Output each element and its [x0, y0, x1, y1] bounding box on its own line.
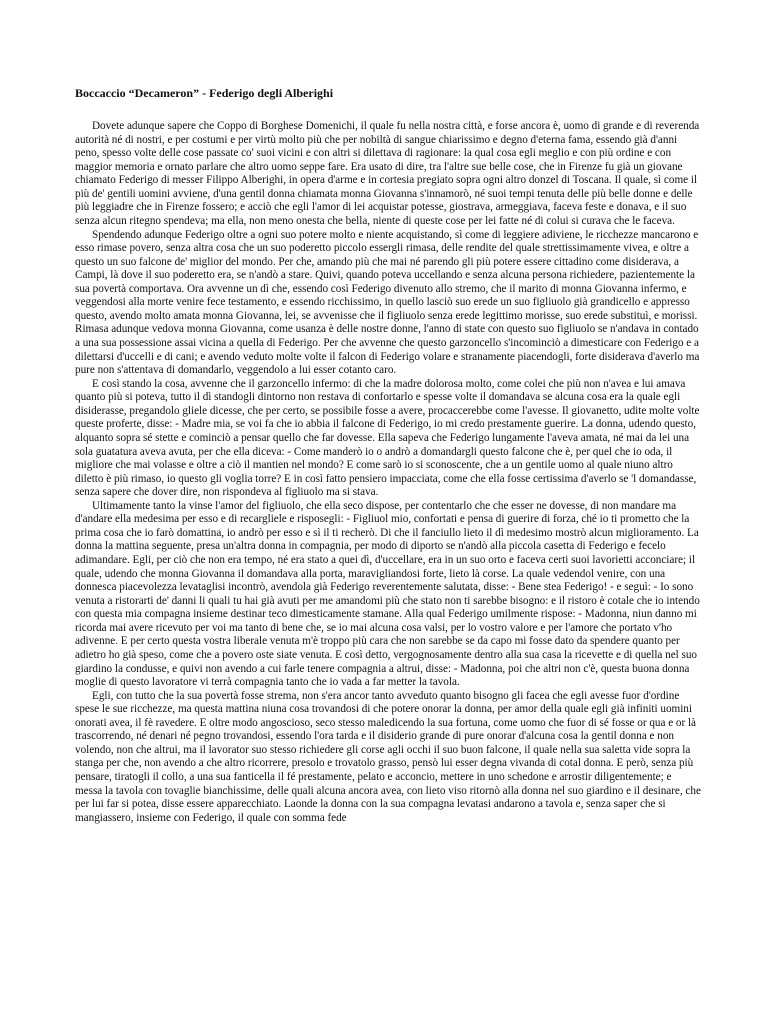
paragraph-4: Ultimamente tanto la vinse l'amor del figliuolo, che ella seco dispose, per contentarlo che che esser ne dovesse, di non mandare ma d'andare ella medesima per esso e di recargliele e risposegli: - Figliuol mio, confortati e pensa di guerire di forza, ché io ti prometto che la prima cosa che io farò domattina, io andrò per esso e sì il ti recherò. Di che il fanciullo lieto il dì medesimo mostrò alcun miglioramento. La donna la mattina seguente, presa un'altra donna in compagnia, per modo di diporto se n'andò alla piccola casetta di Federigo e fecelo adimandare. Egli, per ciò che non era tempo, né era stato a quei dì, d'uccellare, era in un suo orto e faceva certi suoi lavorietti acconciare; il quale, udendo che monna Giovanna il domandava alla porta, maravigliandosi forte, lieto là corse. La quale vedendol venire, con una donnesca piacevolezza levataglisi incontrò, avendola già Federigo reverentemente salutata, disse: - Bene stea Federigo! - e seguì: - Io sono venuta a ristorarti de' danni li quali tu hai già avuti per me amandomi più che stato non ti sarebbe bisogno: e il ristoro è cotale che io intendo con questa mia compagna insieme destinar teco dimesticamente stamane. Alla qual Federigo umilmente rispose: - Madonna, niun danno mi ricorda mai avere ricevuto per voi ma tanto di bene che, se io mai alcuna cosa valsi, per lo vostro valore e per l'amore che portato v'ho adivenne. E per certo questa vostra liberale venuta m'è troppo più cara che non sarebbe se da capo mi fosse dato da spendere quanto per adietro ho già speso, come che a povero oste siate venuta. E così detto, vergognosamente dentro alla sua casa la ricevette e di quella nel suo giardino la condusse, e quivi non avendo a cui farle tenere compagnia a altrui, disse: - Madonna, poi che altri non c'è, questa buona donna moglie di questo lavoratore vi terrà compagnia tanto che io vada a far metter la tavola. [75, 499, 700, 689]
paragraph-3: E così stando la cosa, avvenne che il garzoncello infermo: di che la madre dolorosa molto, come colei che più non n'avea e lui amava quanto più si poteva, tutto il dì standogli dintorno non restava di confortarlo e spesse volte il domandava se alcuna cosa era la quale egli disiderasse, pregandolo gliele dicesse, che per certo, se possibile fosse a avere, procaccerebbe come l'avesse. Il giovanetto, udite molte volte queste proferte, disse: - Madre mia, se voi fa che io abbia il falcone di Federigo, io mi credo prestamente guerire. La donna, udendo questo, alquanto sopra sé stette e cominciò a pensar quello che far dovesse. Ella sapeva che Federigo lungamente l'aveva amata, né mai da lei una sola guatatura aveva avuta, per che ella diceva: - Come manderò io o andrò a domandargli questo falcone che è, per quel che io oda, il migliore che mai volasse e oltre a ciò il mantien nel mondo? E come sarò io si sconoscente, che a un gentile uomo al quale niuno altro diletto è più rimaso, io questo gli voglia torre? E in così fatto pensiero impacciata, come che ella fosse certissima d'averlo se 'l domandasse, senza sapere che dover dire, non rispondeva al figliuolo ma si stava. [75, 377, 700, 499]
paragraph-5: Egli, con tutto che la sua povertà fosse strema, non s'era ancor tanto avveduto quanto bisogno gli facea che egli avesse fuor d'ordine spese le sue ricchezze, ma questa mattina niuna cosa trovandosi di che potere onorar la donna, per amor della quale egli già infiniti uomini onorati avea, il fè ravedere. E oltre modo angoscioso, seco stesso maledicendo la sua fortuna, come uomo che fuor di sé fosse or qua e or là trascorrendo, né denari né pegno trovandosi, essendo l'ora tarda e il disiderio grande di pure onorar d'alcuna cosa la gentil donna e non volendo, non che altrui, ma il lavorator suo stesso richiedere gli corse agli occhi il suo buon falcone, il quale nella sua saletta vide sopra la stanga per che, non avendo a che altro ricorrere, presolo e trovatolo grasso, pensò lui esser degna vivanda di cotal donna. E però, senza più pensare, tiratogli il collo, a una sua fanticella il fé prestamente, pelato e acconcio, mettere in uno schedone e arrostir diligentemente; e messa la tavola con tovaglie bianchissime, delle quali alcuna ancora avea, con lieto viso ritornò alla donna nel suo giardino e il desinare, che per lui far si potea, disse essere apparecchiato. Laonde la donna con la sua compagna levatasi andarono a tavola e, senza saper che si mangiassero, insieme con Federigo, il quale con somma fede [75, 689, 701, 824]
paragraph-1: Dovete adunque sapere che Coppo di Borghese Domenichi, il quale fu nella nostra città, e forse ancora è, uomo di grande e di reverenda autorità né di nostri, e per costumi e per virtù molto più che per nobiltà di sangue chiarissimo e degno d'eterna fama, essendo già d'anni peno, spesso volte delle cose passate co' suoi vicini e con altri si dilettava di ragionare: la qual cosa egli meglio e con più ordine e con maggior memoria e ornato parlare che altro uomo seppe fare. Era usato di dire, tra l'altre sue belle cose, che in Firenze fu già un giovane chiamato Federigo di messer Filippo Alberighi, in opera d'arme e in cortesia pregiato sopra ogni altro donzel di Toscana. Il quale, sì come il più de' gentili uomini avviene, d'una gentil donna chiamata monna Giovanna s'innamorò, né suoi tempi tenuta delle più belle donne e delle più leggiadre che in Firenze fossero; e acciò che egli l'amor di lei acquistar potesse, giostrava, armeggiava, faceva feste e donava, e il suo senza alcun ritegno spendeva; ma ella, non meno onesta che bella, niente di queste cose per lei fatte né di colui si curava che le faceva. [75, 120, 700, 227]
document-title: Boccaccio “Decameron” - Federigo degli Alberighi [75, 86, 334, 100]
document-page [75, 86, 701, 825]
paragraph-2: Spendendo adunque Federigo oltre a ogni suo potere molto e niente acquistando, sì come di leggiere adiviene, le ricchezze mancarono e esso rimase povero, senza altra cosa che un suo poderetto piccolo essergli rimasa, delle rendite del quale strettissimamente vivea, e oltre a questo un suo falcone de' miglior del mondo. Per che, amando più che mai né parendo gli più potere essere cittadino come disiderava, a Campi, là dove il suo poderetto era, se n'andò a stare. Quivi, quando poteva uccellando e senza alcuna persona richiedere, pazientemente la sua povertà comportava. Ora avvenne un dì che, essendo così Federigo divenuto allo stremo, che il marito di monna Giovanna infermo, e veggendosi alla morte venire fece testamento, e essendo ricchissimo, in quello lasciò suo erede un suo figliuolo già grandicello e appresso questo, avendo molto amata monna Giovanna, lei, se avvenisse che il figliuolo senza erede legittimo morisse, suo erede substituì, e morissi. Rimasa adunque vedova monna Giovanna, come usanza è delle nostre donne, l'anno di state con questo suo figliuolo se n'andava in contado a una sua possessione assai vicina a quella di Federigo. Per che avvenne che questo garzoncello s'incominciò a dimesticare con Federigo e a dilettarsi d'uccelli e di cani; e avendo veduto molte volte il falcon di Federigo volare e stranamente piacendogli, forte disiderava d'averlo ma pure non s'attentava di domandarlo, veggendolo a lui esser cotanto caro. [75, 228, 700, 377]
